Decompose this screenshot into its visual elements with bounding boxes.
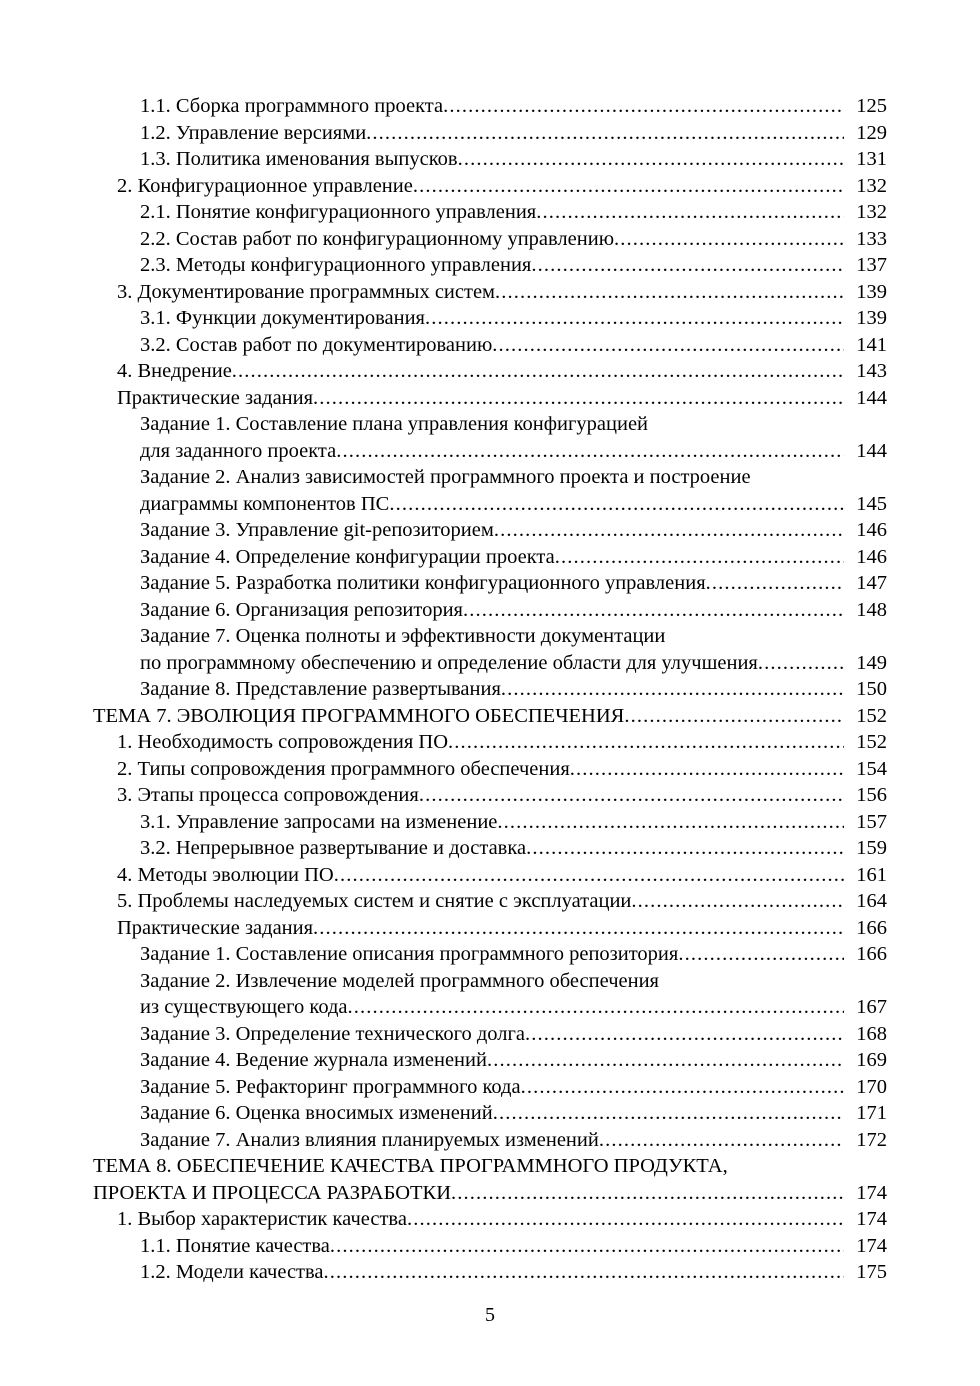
dot-leader [678,941,844,968]
toc-entry [0,1233,980,1260]
dot-leader [525,1021,844,1048]
toc-entry-title: 1.1. Сборка программного проекта [140,95,444,117]
toc-entry [0,332,980,359]
toc-entry-title: диаграммы компонентов ПС [140,492,390,515]
toc-entry-line [0,491,980,518]
dot-leader [407,1206,844,1233]
toc-entry [0,1206,980,1233]
toc-entry-page: 156 [856,784,887,806]
toc-entry-page: 164 [856,890,887,912]
toc-entry-page: 131 [856,148,887,170]
toc-entry-line [0,517,980,544]
toc-entry-title: 2. Конфигурационное управление [117,174,413,197]
dot-leader [501,676,844,703]
toc-entry [0,597,980,624]
toc-entry-title: Задание 2. Извлечение моделей программного обеспечения [140,969,659,992]
toc-entry-title: 1.2. Модели качества [140,1261,324,1283]
dot-leader [555,544,844,571]
table-of-contents [0,93,980,1286]
dot-leader [493,1100,844,1127]
dot-leader [536,199,844,226]
toc-entry [0,93,980,120]
toc-entry-line [0,915,980,942]
toc-entry-title: Задание 6. Оценка вносимых изменений [140,1102,493,1124]
toc-entry-line [0,1074,980,1101]
toc-entry [0,464,980,517]
toc-entry [0,809,980,836]
toc-entry-page: 154 [856,757,887,780]
toc-entry-page: 137 [856,254,887,276]
toc-entry-page: 125 [856,95,887,117]
dot-leader [313,385,844,412]
toc-entry-page: 152 [856,731,887,753]
toc-entry [0,120,980,147]
toc-entry [0,146,980,173]
toc-entry-line [0,782,980,809]
dot-leader [495,279,844,306]
toc-entry-title: Задание 1. Составление описания программного репозитория [140,943,679,965]
toc-entry-title: 3. Документирование программных систем [117,280,496,303]
toc-entry-title: Задание 2. Анализ зависимостей программного проекта и построение [140,466,751,488]
dot-leader [366,120,844,147]
dot-leader [631,888,844,915]
dot-leader [487,1047,844,1074]
dot-leader [624,703,844,730]
toc-entry [0,411,980,464]
toc-entry-page: 139 [856,307,887,329]
dot-leader [570,756,844,783]
toc-entry-title: Практические задания [117,386,314,409]
dot-leader [531,252,844,279]
dot-leader [497,809,844,836]
toc-entry-page: 146 [856,545,887,568]
toc-entry-line [0,252,980,279]
toc-entry [0,1100,980,1127]
toc-entry-line [0,544,980,571]
toc-entry-page: 159 [856,837,887,859]
toc-entry-page: 175 [856,1261,887,1283]
toc-entry-title: 3.2. Непрерывное развертывание и доставка [140,837,527,859]
toc-entry-title: 1. Необходимость сопровождения ПО [117,731,448,753]
dot-leader [443,93,844,120]
toc-entry-line [0,93,980,120]
toc-entry [0,888,980,915]
toc-entry-line [0,305,980,332]
dot-leader [458,146,844,173]
toc-entry-line [0,809,980,836]
toc-entry-line [0,1100,980,1127]
toc-entry-page: 167 [856,996,887,1018]
dot-leader [232,358,844,385]
toc-entry-title: из существующего кода [140,996,348,1018]
dot-leader [758,650,844,677]
toc-entry-line [0,146,980,173]
toc-entry [0,279,980,306]
dot-leader [521,1074,844,1101]
toc-entry [0,1127,980,1154]
toc-entry-line [0,835,980,862]
toc-entry-title: ПРОЕКТА И ПРОЦЕССА РАЗРАБОТКИ [93,1181,452,1204]
toc-entry-page: 174 [856,1208,887,1230]
toc-entry [0,1047,980,1074]
toc-entry [0,305,980,332]
toc-entry-title: 5. Проблемы наследуемых систем и снятие с эксплуатации [117,890,632,912]
dot-leader [463,597,844,624]
toc-entry [0,1259,980,1286]
toc-entry-line [0,199,980,226]
toc-entry-title: 3.1. Управление запросами на изменение [140,810,498,833]
dot-leader [330,1233,844,1260]
toc-entry-title: 2.2. Состав работ по конфигурационному управлению [140,227,615,250]
toc-entry-page: 144 [856,439,887,462]
toc-entry-title: 4. Внедрение [117,360,232,382]
toc-entry-page: 150 [856,678,887,700]
dot-leader [451,1180,844,1207]
toc-entry-line [0,756,980,783]
dot-leader [526,835,844,862]
toc-entry-page: 149 [856,651,887,674]
toc-entry-title: Задание 4. Ведение журнала изменений [140,1049,487,1071]
toc-entry [0,385,980,412]
toc-entry-page: 148 [856,598,887,621]
toc-entry-line [0,120,980,147]
toc-entry [0,1153,980,1206]
toc-entry [0,729,980,756]
toc-entry-title: Задание 1. Составление плана управления конфигурацией [140,413,649,435]
toc-entry-line [0,1180,980,1207]
toc-entry-title: Задание 8. Представление развертывания [140,678,501,700]
toc-entry-title: 1.1. Понятие качества [140,1234,330,1257]
dot-leader [419,782,844,809]
toc-entry-line [0,1021,980,1048]
toc-entry-page: 152 [856,704,887,727]
toc-entry-page: 132 [856,174,887,197]
toc-entry [0,782,980,809]
toc-entry-title: Задание 5. Рефакторинг программного кода [140,1075,521,1098]
toc-entry-page: 133 [856,227,887,250]
toc-entry-title: ТЕМА 7. ЭВОЛЮЦИЯ ПРОГРАММНОГО ОБЕСПЕЧЕНИЯ [93,704,625,727]
toc-entry-title: Практические задания [117,916,314,939]
toc-entry-line [0,358,980,385]
toc-entry [0,252,980,279]
page-number: 5 [485,1304,495,1326]
toc-entry [0,226,980,253]
toc-entry-title: Задание 3. Определение технического долга [140,1022,526,1045]
toc-entry [0,358,980,385]
toc-entry-line [0,1206,980,1233]
dot-leader [492,332,844,359]
toc-entry-line [0,570,980,597]
toc-entry-page: 141 [856,333,887,356]
toc-entry-page: 166 [856,916,887,939]
dot-leader [336,438,844,465]
dot-leader [706,570,844,597]
dot-leader [389,491,844,518]
toc-entry [0,570,980,597]
toc-entry-line [0,676,980,703]
toc-entry-title: 1.3. Политика именования выпусков [140,148,458,170]
toc-entry-page: 169 [856,1049,887,1071]
toc-entry-line [0,1047,980,1074]
toc-entry-title: Задание 7. Оценка полноты и эффективности документации [140,625,666,647]
dot-leader [348,994,844,1021]
toc-entry-title: 1. Выбор характеристик качества [117,1208,407,1230]
toc-entry [0,676,980,703]
toc-entry-page: 168 [856,1022,887,1045]
toc-entry-title: 2. Типы сопровождения программного обеспечения [117,757,570,780]
toc-entry-line [0,703,980,730]
toc-entry-title: для заданного проекта [140,439,337,462]
toc-entry-title: Задание 4. Определение конфигурации проекта [140,545,555,568]
dot-leader [448,729,844,756]
toc-entry [0,544,980,571]
toc-entry-line [0,650,980,677]
toc-entry-title: Задание 5. Разработка политики конфигурационного управления [140,572,706,594]
toc-entry-title: Задание 3. Управление git-репозиторием [140,519,494,541]
toc-entry [0,941,980,968]
toc-entry-page: 174 [856,1181,887,1204]
toc-entry [0,199,980,226]
toc-entry-heading-line [0,968,980,995]
toc-entry-title: по программному обеспечению и определение области для улучшения [140,651,758,674]
dot-leader [614,226,844,253]
toc-entry [0,862,980,889]
toc-entry-page: 170 [856,1075,887,1098]
toc-entry-page: 171 [856,1102,887,1124]
toc-entry-page: 129 [856,121,887,144]
toc-entry [0,517,980,544]
toc-entry [0,1021,980,1048]
toc-entry [0,1074,980,1101]
toc-entry-line [0,1127,980,1154]
toc-entry-page: 146 [856,519,887,541]
toc-entry-line [0,941,980,968]
toc-entry [0,703,980,730]
dot-leader [599,1127,844,1154]
toc-entry-title: 4. Методы эволюции ПО [117,863,334,886]
toc-entry-page: 174 [856,1234,887,1257]
toc-entry-line [0,438,980,465]
toc-entry-page: 139 [856,280,887,303]
toc-entry-title: 3.2. Состав работ по документированию [140,333,493,356]
toc-entry-line [0,279,980,306]
toc-entry-page: 172 [856,1128,887,1151]
dot-leader [494,517,844,544]
toc-entry-title: ТЕМА 8. ОБЕСПЕЧЕНИЕ КАЧЕСТВА ПРОГРАММНОГО ПРОДУКТА, [93,1155,728,1177]
toc-entry [0,173,980,200]
toc-entry-heading-line [0,1153,980,1180]
toc-entry-title: 1.2. Управление версиями [140,121,367,144]
toc-entry-page: 132 [856,201,887,223]
toc-entry-page: 144 [856,386,887,409]
toc-entry-line [0,332,980,359]
toc-entry [0,756,980,783]
toc-entry-page: 166 [856,943,887,965]
toc-entry-page: 145 [856,492,887,515]
dot-leader [425,305,844,332]
toc-entry-line [0,226,980,253]
toc-entry-page: 161 [856,863,887,886]
toc-entry-line [0,729,980,756]
toc-entry-line [0,597,980,624]
toc-entry-title: 2.1. Понятие конфигурационного управления [140,201,537,223]
toc-entry-title: Задание 6. Организация репозитория [140,598,463,621]
toc-entry-title: 2.3. Методы конфигурационного управления [140,254,532,276]
toc-entry-line [0,1259,980,1286]
toc-entry-title: 3.1. Функции документирования [140,307,425,329]
toc-entry-heading-line [0,623,980,650]
toc-entry-line [0,385,980,412]
toc-entry-heading-line [0,464,980,491]
toc-entry [0,835,980,862]
toc-entry [0,623,980,676]
toc-entry-heading-line [0,411,980,438]
toc-entry [0,968,980,1021]
dot-leader [334,862,844,889]
toc-entry [0,915,980,942]
toc-entry-page: 147 [856,572,887,594]
dot-leader [324,1259,844,1286]
dot-leader [413,173,844,200]
toc-entry-page: 143 [856,360,887,382]
toc-entry-line [0,1233,980,1260]
toc-entry-line [0,994,980,1021]
dot-leader [313,915,844,942]
toc-entry-line [0,173,980,200]
toc-entry-title: Задание 7. Анализ влияния планируемых изменений [140,1128,599,1151]
toc-entry-title: 3. Этапы процесса сопровождения [117,784,419,806]
toc-entry-page: 157 [856,810,887,833]
toc-entry-line [0,888,980,915]
toc-entry-line [0,862,980,889]
